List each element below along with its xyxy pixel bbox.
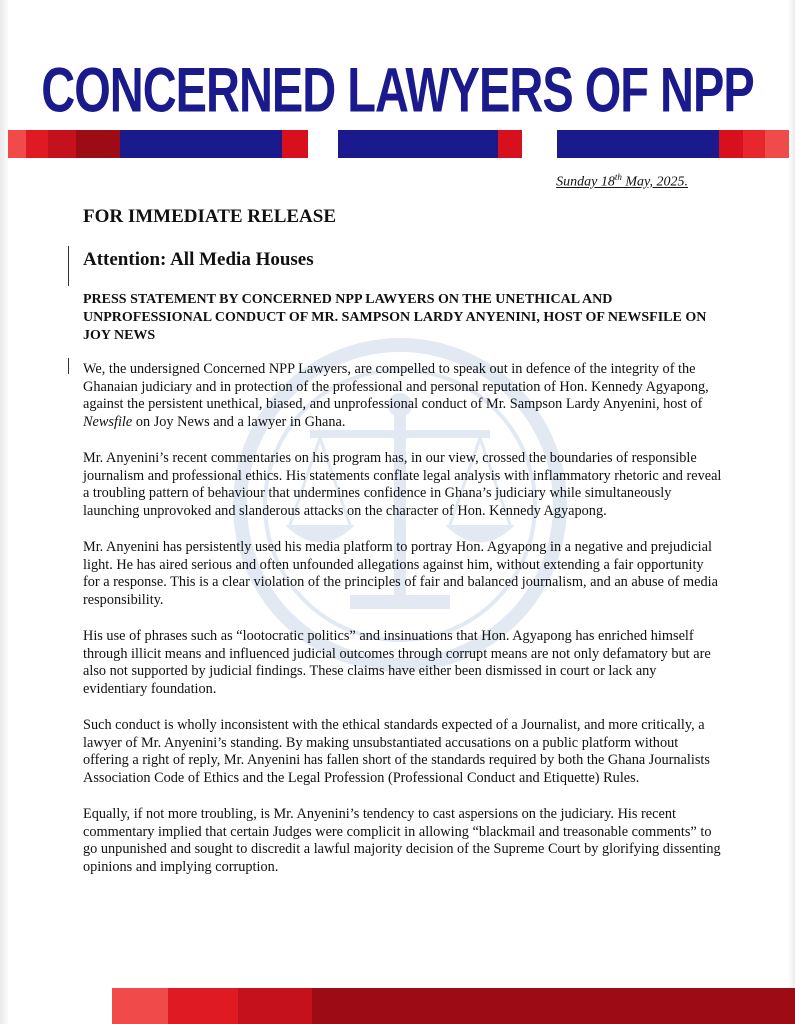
paragraph-6: Equally, if not more troubling, is Mr. Anyenini’s tendency to cast aspersions on the judiciary. His recent commentary implied that certain Judges were complicit in allowing “blackmail and treasonable comments” to go unpunished and sought to discredit a lawful majority decision of the Supreme Court by glorifying dissenting opinions and implying corruption. <box>83 806 721 875</box>
release-heading: FOR IMMEDIATE RELEASE <box>83 206 337 227</box>
attention-heading: Attention: All Media Houses <box>83 249 314 270</box>
paragraph-3: Mr. Anyenini has persistently used his media platform to portray Hon. Agyapong in a negative and prejudicial light. He has aired serious and often unfounded allegations against him, without extending a fair opportunity for a response. This is a clear violation of the principles of fair and balanced journalism, and an abuse of media responsibility. <box>83 539 718 608</box>
paragraph-2: Mr. Anyenini’s recent commentaries on his program has, in our view, crossed the boundaries of responsible journalism and professional ethics. His statements conflate legal analysis with inflammatory rhetoric and reveal a troubling pattern of behaviour that undermines confidence in Ghana’s judiciary while simultaneously launching unprovoked and slanderous attacks on the character of Hon. Kennedy Agyapong. <box>83 450 722 519</box>
text-cursor-mark <box>68 246 69 286</box>
paragraph-4: His use of phrases such as “lootocratic politics” and insinuations that Hon. Agyapong has enriched himself through illicit means and influenced judicial outcomes through corrupt means are not only defamatory but are also not supported by judicial findings. These claims have either been dismissed in court or lack any evidentiary foundation. <box>83 628 711 697</box>
document-date: Sunday 18th May, 2025. <box>556 172 688 190</box>
statement-body <box>83 361 723 895</box>
letterhead-stripe <box>0 130 795 158</box>
paragraph-1: We, the undersigned Concerned NPP Lawyers, are compelled to speak out in defence of the integrity of the Ghanaian judiciary and in protection of the professional and personal reputation of Hon. Kennedy Agyapong, against the persistent unethical, biased, and unprofessional conduct of Mr. Sampson Lardy Anyenini, host of Newsfile on Joy News and a lawyer in Ghana. <box>83 361 709 430</box>
footer-stripe <box>112 988 795 1024</box>
text-cursor-mark <box>68 358 69 374</box>
letterhead-title: CONCERNED LAWYERS OF NPP <box>41 53 754 125</box>
press-statement-headline: PRESS STATEMENT BY CONCERNED NPP LAWYERS ON THE UNETHICAL AND UNPROFESSIONAL CONDUCT OF MR. SAMPSON LARDY ANYENINI, HOST OF NEWSFILE ON JOY NEWS <box>83 292 707 343</box>
paragraph-5: Such conduct is wholly inconsistent with the ethical standards expected of a Journalist, and more critically, a lawyer of Mr. Anyenini’s standing. By making unsubstantiated accusations on a public platform without offering a right of reply, Mr. Anyenini has fallen short of the standards required by both the Ghana Journalists Association Code of Ethics and the Legal Profession (Professional Conduct and Etiquette) Rules. <box>83 717 710 786</box>
